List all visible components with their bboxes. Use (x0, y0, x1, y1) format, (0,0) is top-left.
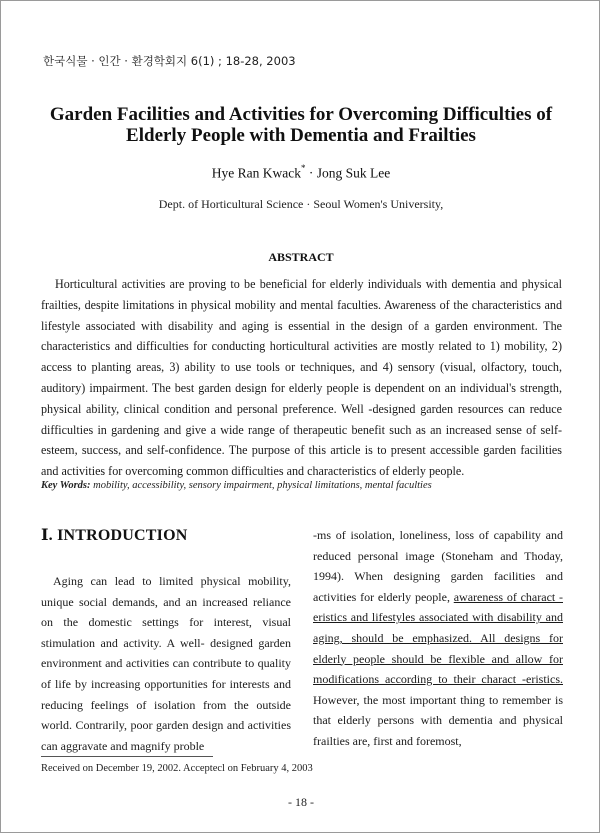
keywords-label: Key Words: (41, 480, 91, 491)
keywords (41, 480, 432, 491)
footnote: Received on December 19, 2002. Acceptecl on February 4, 2003 (41, 763, 313, 774)
corresponding-author-mark: * (300, 163, 306, 173)
author-first: Hye Ran Kwack (211, 165, 301, 181)
intro-text-part-b: However, the most important thing to remember is that elderly persons with dementia and physical frailties are, first and foremost, (313, 692, 563, 748)
paper-title (41, 104, 561, 146)
affiliation: Dept. of Horticultural Science · Seoul Women's University, (158, 197, 444, 211)
intro-text-part-a: -ms of isolation, loneliness, loss of capability and reduced personal image (Stoneham and Thoday, 1994). When designing garden facilities and activities for elderly people, (313, 528, 563, 604)
author-second: Jong Suk Lee (316, 165, 391, 181)
abstract-heading: ABSTRACT (268, 250, 334, 264)
title-line-1: Garden Facilities and Activities for Overcoming Difficulties of (49, 104, 553, 125)
page-number: - 18 - (288, 795, 314, 809)
keywords-text: mobility, accessibility, sensory impairment, physical limitations, mental faculties (90, 480, 432, 491)
abstract-body: Horticultural activities are proving to be beneficial for elderly individuals with dementia and physical frailties, despite limitations in physical mobility and mental faculties. Awareness of the characteristics and lifestyle associated with disability and aging is essential in the design of a garden environment. The characteristics and difficulties for conducting horticultural activities are mostly related to 1) mobility, 2) access to planting areas, 3) ability to use tools or techniques, and 4) sensory (visual, olfactory, touch, auditory) impairment. The best garden design for elderly people is dependent on an individual's strength, physical ability, clinical condition and personal preference. Well -designed garden resources can reduce difficulties in gardening and give a wide range of therapeutic benefit such as an increased sense of self-esteem, success, and self-confidence. The purpose of this article is to present accessible garden facilities and activities for overcoming common difficulties and characteristics of elderly people. (41, 277, 562, 479)
footnote-divider (41, 756, 213, 757)
journal-header: 한국식물 · 인간 · 환경학회지 6(1) ; 18-28, 2003 (43, 54, 296, 68)
left-column (41, 525, 291, 756)
title-line-2: Elderly People with Dementia and Frailties (126, 125, 476, 146)
underlined-text: awareness of charact -eristics and lifestyles associated with disability and aging, should be emphasized. All designs for elderly people should be flexible and allow for modifications according to their charact -eristics. (313, 589, 563, 687)
intro-paragraph-right (313, 525, 563, 752)
right-column (313, 525, 563, 752)
intro-paragraph-left: Aging can lead to limited physical mobility, unique social demands, and an increased reliance on the domestic settings for interest, visual stimulation and activity. A well- designed garden environment and activities can contribute to quality of life by increasing opportunities for interests and reducing feelings of isolation from the outside world. Contrarily, poor garden design and activities can aggravate and magnify proble (41, 574, 291, 753)
author-separator: · (305, 165, 317, 181)
section-heading-introduction: Ⅰ. INTRODUCTION (41, 527, 188, 544)
author-list (1, 164, 600, 182)
